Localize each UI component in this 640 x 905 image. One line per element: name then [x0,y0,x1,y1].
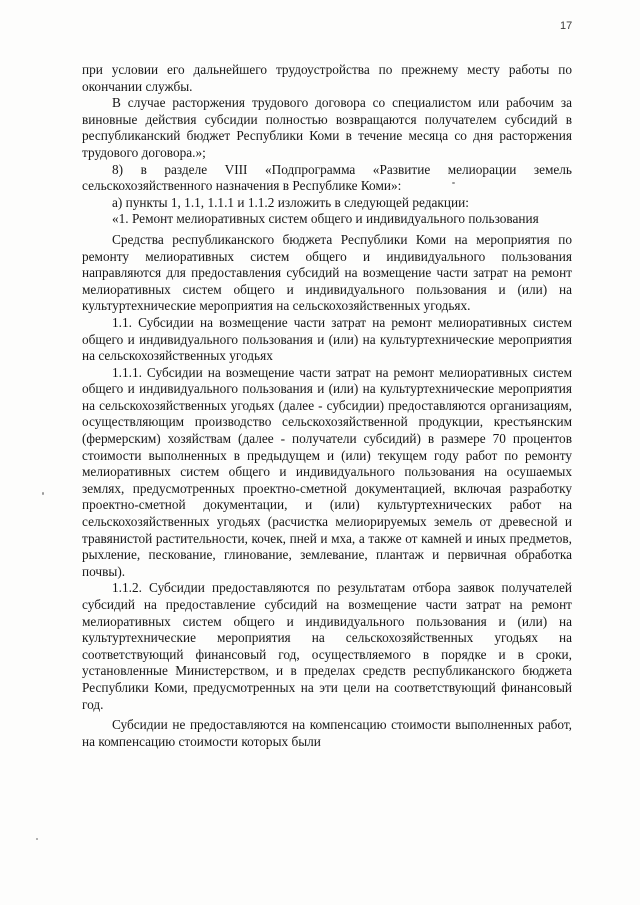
paragraph: при условии его дальнейшего трудоустройства по прежнему месту работы по окончании службы. [82,62,572,94]
page-number: 17 [560,20,573,32]
scan-speck [452,182,455,184]
scan-speck [42,492,44,495]
paragraph: В случае расторжения трудового договора со специалистом или рабочим за виновные действия субсидии полностью возвращаются получателем субсидий в республиканский бюджет Республики Коми в течение месяца со дня расторжения трудового договора.»; [82,95,572,160]
paragraph: 1.1.1. Субсидии на возмещение части затрат на ремонт мелиоративных систем общего и индивидуального пользования и (или) на культуртехнические мероприятия на сельскохозяйственных угодьях (далее - субсидии) предоставляются организациям, осуществляющим производство сельскохозяйственной продукции, крестьянским (фермерским) хозяйствам (далее - получатели субсидий) в размере 70 процентов стоимости выполненных в предыдущем и (или) текущем году работ по ремонту мелиоративных систем общего и индивидуального пользования на осушаемых землях, предусмотренных проектно-сметной документацией, включая разработку проектно-сметной документации, и (или) культуртехнических работ на сельскохозяйственных угодьях (расчистка мелиорируемых земель от древесной и травянистой растительности, кочек, пней и мха, а также от камней и иных предметов, рыхление, пескование, глинование, землевание, плантаж и первичная обработка почвы). [82,364,572,579]
document-body [82,62,572,750]
paragraph: Средства республиканского бюджета Республики Коми на мероприятия по ремонту мелиоративных систем общего и индивидуального пользования направляются для предоставления субсидий на возмещение части затрат на ремонт мелиоративных систем общего и индивидуального пользования и (или) на культуртехнические мероприятия на сельскохозяйственных угодьях. [82,231,572,314]
paragraph: 1.1.2. Субсидии предоставляются по результатам отбора заявок получателей субсидий на предоставление субсидий на возмещение части затрат на ремонт мелиоративных систем общего и индивидуального пользования и (или) на культуртехнические мероприятия на сельскохозяйственных угодьях на соответствующий финансовый год, осуществляемого в порядке и в сроки, установленные Министерством, и в пределах средств республиканского бюджета Республики Коми, предусмотренных на эти цели на соответствующий финансовый год. [82,580,572,712]
subsection-heading: 1.1. Субсидии на возмещение части затрат на ремонт мелиоративных систем общего и индивидуального пользования и (или) на культуртехнические мероприятия на сельскохозяйственных угодьях [82,314,572,364]
paragraph: 8) в разделе VIII «Подпрограмма «Развитие мелиорации земель сельскохозяйственного назначения в Республике Коми»: [82,161,572,194]
scan-speck [36,838,38,840]
paragraph: а) пункты 1, 1.1, 1.1.1 и 1.1.2 изложить в следующей редакции: [112,194,469,210]
paragraph: Субсидии не предоставляются на компенсацию стоимости выполненных работ, на компенсацию стоимости которых были [82,717,572,749]
section-heading: «1. Ремонт мелиоративных систем общего и индивидуального пользования [112,211,539,227]
